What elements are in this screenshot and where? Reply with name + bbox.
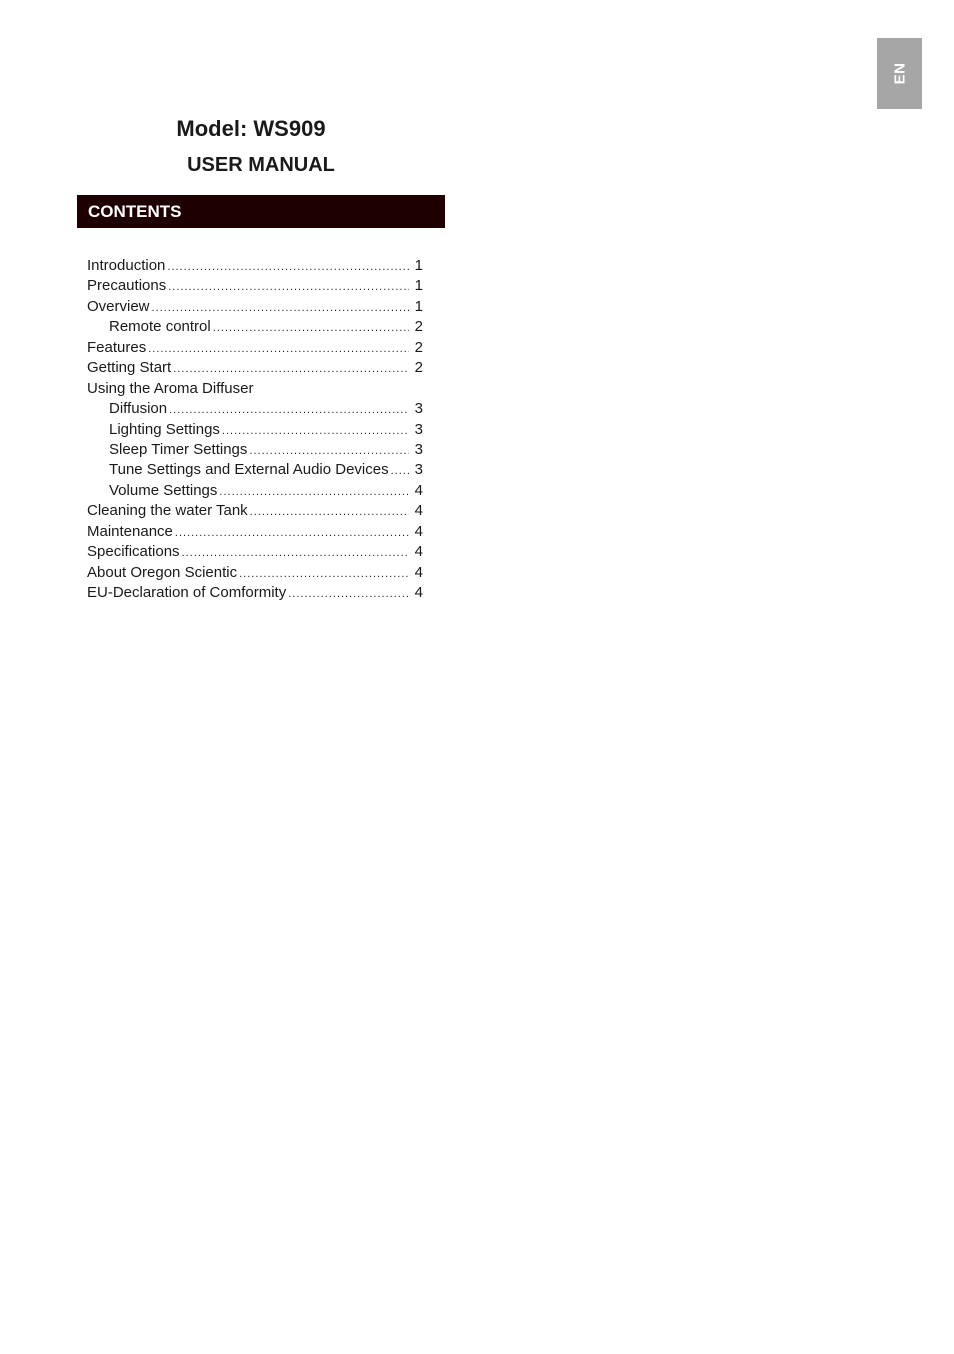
toc-entry[interactable]	[87, 317, 423, 337]
toc-leader-dots	[168, 277, 409, 297]
toc-entry-label: Precautions	[87, 277, 167, 295]
toc-leader-dots	[239, 564, 409, 584]
toc-entry[interactable]	[87, 276, 423, 296]
toc-entry-page: 3	[414, 420, 423, 438]
toc-entry[interactable]	[87, 338, 423, 358]
model-title: Model: WS909	[176, 116, 326, 141]
language-tab-label: EN	[891, 62, 908, 85]
toc-leader-dots	[169, 400, 409, 420]
toc-entry-page: 2	[414, 318, 423, 336]
toc-leader-dots	[175, 523, 409, 543]
toc-entry[interactable]	[87, 256, 423, 276]
contents-heading-bar	[77, 195, 445, 228]
toc-entry[interactable]	[87, 297, 423, 317]
toc-entry-page: 1	[414, 257, 423, 274]
toc-entry[interactable]	[87, 399, 423, 419]
toc-entry-page: 4	[414, 522, 423, 540]
toc-entry-label: Tune Settings and External Audio Devices	[109, 461, 389, 479]
toc-entry[interactable]	[87, 358, 423, 378]
toc-entry-label: Sleep Timer Settings	[109, 440, 248, 458]
toc-entry-label: Getting Start	[87, 359, 172, 377]
toc-entry-page: 4	[414, 563, 423, 581]
manual-title: USER MANUAL	[187, 154, 335, 176]
table-of-contents	[87, 256, 423, 603]
toc-leader-dots	[173, 359, 409, 379]
toc-leader-dots	[288, 584, 409, 604]
toc-entry-page: 2	[414, 338, 423, 356]
toc-entry[interactable]	[87, 379, 423, 399]
toc-entry-label: Cleaning the water Tank	[87, 502, 248, 520]
toc-entry[interactable]	[87, 440, 423, 460]
toc-entry-page: 3	[414, 400, 423, 418]
toc-leader-dots	[391, 461, 409, 481]
toc-leader-dots	[182, 543, 409, 563]
language-tab	[877, 38, 922, 109]
toc-entry-page: 4	[414, 502, 423, 520]
toc-entry-page: 4	[414, 543, 423, 561]
toc-leader-dots	[167, 257, 409, 277]
toc-entry-page: 4	[414, 584, 423, 601]
toc-entry-label: Features	[87, 338, 147, 356]
toc-entry[interactable]	[87, 522, 423, 542]
toc-entry-label: Overview	[87, 297, 150, 315]
toc-entry[interactable]	[87, 501, 423, 521]
toc-leader-dots	[222, 421, 409, 441]
toc-entry-page: 1	[414, 297, 423, 315]
toc-entry-label: Maintenance	[87, 522, 173, 540]
toc-entry-label: Lighting Settings	[109, 420, 220, 438]
toc-entry[interactable]	[87, 420, 423, 440]
toc-entry[interactable]	[87, 481, 423, 501]
toc-entry-label: Remote control	[109, 318, 211, 336]
toc-entry[interactable]	[87, 460, 423, 480]
toc-leader-dots	[219, 482, 409, 502]
toc-entry-page: 4	[414, 481, 423, 499]
toc-entry[interactable]	[87, 563, 423, 583]
toc-leader-dots	[152, 298, 409, 318]
toc-leader-dots	[249, 441, 409, 461]
toc-entry-page: 1	[414, 277, 423, 295]
toc-entry-page: 3	[414, 440, 423, 458]
toc-entry-page: 3	[414, 461, 423, 479]
contents-heading: CONTENTS	[88, 201, 182, 221]
toc-leader-dots	[213, 318, 409, 338]
toc-entry-label: Specifications	[87, 543, 180, 561]
toc-entry-label: About Oregon Scientic	[87, 563, 238, 581]
toc-entry-label: Diffusion	[109, 400, 168, 418]
toc-entry-label: Volume Settings	[109, 481, 218, 499]
toc-entry-label: Introduction	[87, 257, 166, 274]
toc-leader-dots	[250, 502, 409, 522]
toc-entry-label: Using the Aroma Diffuser	[87, 379, 254, 397]
toc-entry[interactable]	[87, 542, 423, 562]
toc-entry-label: EU-Declaration of Comformity	[87, 584, 287, 601]
toc-entry-page: 2	[414, 359, 423, 377]
toc-entry[interactable]	[87, 583, 423, 603]
toc-leader-dots	[148, 339, 409, 359]
